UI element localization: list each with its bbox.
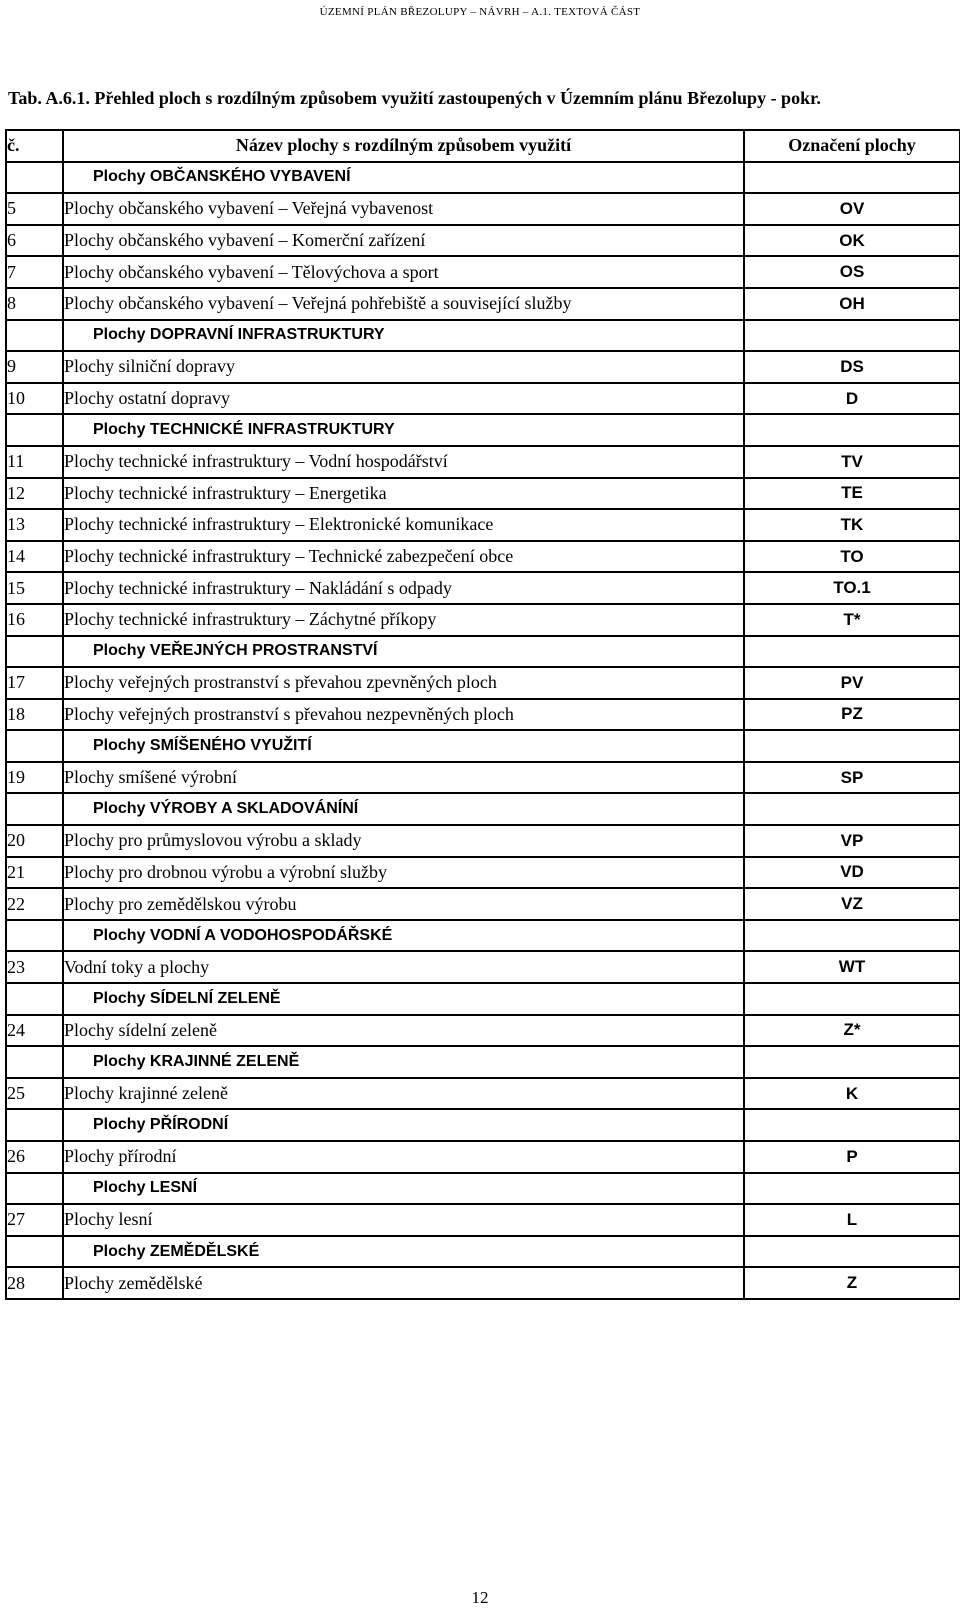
page-number: 12 [471, 1588, 489, 1607]
section-row [6, 1046, 960, 1078]
row-code: TK [744, 509, 960, 541]
table-row [6, 1204, 960, 1236]
row-number [6, 1173, 63, 1205]
row-name: Plochy ZEMĚDĚLSKÉ [63, 1236, 744, 1268]
row-code: Z [744, 1267, 960, 1299]
row-name: Plochy OBČANSKÉHO VYBAVENÍ [63, 162, 744, 194]
table-row [6, 351, 960, 383]
section-row [6, 983, 960, 1015]
row-number [6, 983, 63, 1015]
row-code [744, 162, 960, 194]
table-row [6, 225, 960, 257]
row-number: 27 [6, 1204, 63, 1236]
row-code: TO.1 [744, 572, 960, 604]
row-code: VD [744, 857, 960, 889]
row-name: Plochy PŘÍRODNÍ [63, 1109, 744, 1141]
row-code: WT [744, 951, 960, 983]
row-code [744, 1236, 960, 1268]
row-number: 25 [6, 1078, 63, 1110]
row-name: Plochy VÝROBY A SKLADOVÁNÍNÍ [63, 793, 744, 825]
table-row [6, 1141, 960, 1173]
table-row [6, 193, 960, 225]
table-row [6, 604, 960, 636]
row-name: Plochy TECHNICKÉ INFRASTRUKTURY [63, 414, 744, 446]
row-name: Plochy technické infrastruktury – Energetika [63, 478, 744, 510]
row-name: Plochy sídelní zeleně [63, 1015, 744, 1047]
row-code [744, 320, 960, 352]
row-number: 13 [6, 509, 63, 541]
row-number: 24 [6, 1015, 63, 1047]
row-number: 15 [6, 572, 63, 604]
section-row [6, 730, 960, 762]
row-code: TE [744, 478, 960, 510]
table-row [6, 478, 960, 510]
row-number: 23 [6, 951, 63, 983]
section-row [6, 920, 960, 952]
row-number: 10 [6, 383, 63, 415]
row-number: 20 [6, 825, 63, 857]
row-code: SP [744, 762, 960, 794]
row-name: Plochy občanského vybavení – Tělovýchova a sport [63, 256, 744, 288]
section-row [6, 162, 960, 194]
row-name: Plochy technické infrastruktury – Vodní hospodářství [63, 446, 744, 478]
row-name: Plochy občanského vybavení – Veřejná pohřebiště a související služby [63, 288, 744, 320]
table-row [6, 288, 960, 320]
row-code: K [744, 1078, 960, 1110]
row-code: OS [744, 256, 960, 288]
row-code: TO [744, 541, 960, 573]
row-code [744, 1173, 960, 1205]
row-name: Plochy zemědělské [63, 1267, 744, 1299]
section-row [6, 1236, 960, 1268]
table-caption: Tab. A.6.1. Přehled ploch s rozdílným způsobem využití zastoupených v Územním plánu Březolupy - pokr. [8, 88, 821, 108]
section-row [6, 1173, 960, 1205]
row-name: Plochy technické infrastruktury – Nakládání s odpady [63, 572, 744, 604]
row-name: Plochy silniční dopravy [63, 351, 744, 383]
row-number: 26 [6, 1141, 63, 1173]
row-number: 28 [6, 1267, 63, 1299]
row-number: 18 [6, 699, 63, 731]
row-code [744, 730, 960, 762]
header-name: Název plochy s rozdílným způsobem využití [63, 130, 744, 162]
row-number [6, 730, 63, 762]
table-row [6, 383, 960, 415]
section-row [6, 414, 960, 446]
row-number [6, 1046, 63, 1078]
row-name: Plochy LESNÍ [63, 1173, 744, 1205]
row-code: PZ [744, 699, 960, 731]
row-name: Vodní toky a plochy [63, 951, 744, 983]
table-row [6, 1015, 960, 1047]
section-row [6, 636, 960, 668]
running-header: ÚZEMNÍ PLÁN BŘEZOLUPY – NÁVRH – A.1. TEXTOVÁ ČÁST [319, 6, 641, 18]
row-code [744, 983, 960, 1015]
section-row [6, 793, 960, 825]
row-name: Plochy SMÍŠENÉHO VYUŽITÍ [63, 730, 744, 762]
section-row [6, 1109, 960, 1141]
row-code [744, 793, 960, 825]
row-number [6, 162, 63, 194]
row-name: Plochy VODNÍ A VODOHOSPODÁŘSKÉ [63, 920, 744, 952]
row-number: 12 [6, 478, 63, 510]
row-code [744, 636, 960, 668]
row-name: Plochy pro průmyslovou výrobu a sklady [63, 825, 744, 857]
row-number: 8 [6, 288, 63, 320]
section-row [6, 320, 960, 352]
row-name: Plochy veřejných prostranství s převahou zpevněných ploch [63, 667, 744, 699]
row-name: Plochy DOPRAVNÍ INFRASTRUKTURY [63, 320, 744, 352]
row-number: 9 [6, 351, 63, 383]
table-row [6, 509, 960, 541]
table-row [6, 951, 960, 983]
row-code: Z* [744, 1015, 960, 1047]
row-number [6, 920, 63, 952]
table-row [6, 825, 960, 857]
row-name: Plochy SÍDELNÍ ZELENĚ [63, 983, 744, 1015]
row-code: T* [744, 604, 960, 636]
table-body [6, 162, 960, 1299]
row-code: VP [744, 825, 960, 857]
table-row [6, 699, 960, 731]
table-row [6, 667, 960, 699]
table-header-row [6, 130, 960, 162]
row-code: P [744, 1141, 960, 1173]
row-number: 11 [6, 446, 63, 478]
row-number: 6 [6, 225, 63, 257]
row-number: 7 [6, 256, 63, 288]
row-name: Plochy technické infrastruktury – Technické zabezpečení obce [63, 541, 744, 573]
row-number [6, 1236, 63, 1268]
header-number: č. [6, 130, 63, 162]
row-number: 17 [6, 667, 63, 699]
row-name: Plochy občanského vybavení – Veřejná vybavenost [63, 193, 744, 225]
row-number: 5 [6, 193, 63, 225]
row-name: Plochy technické infrastruktury – Elektronické komunikace [63, 509, 744, 541]
row-number: 19 [6, 762, 63, 794]
row-number: 16 [6, 604, 63, 636]
row-code: D [744, 383, 960, 415]
row-name: Plochy ostatní dopravy [63, 383, 744, 415]
table-row [6, 888, 960, 920]
row-number [6, 414, 63, 446]
row-name: Plochy smíšené výrobní [63, 762, 744, 794]
table-row [6, 446, 960, 478]
row-code: OK [744, 225, 960, 257]
row-name: Plochy krajinné zeleně [63, 1078, 744, 1110]
row-code: PV [744, 667, 960, 699]
row-name: Plochy přírodní [63, 1141, 744, 1173]
row-number: 21 [6, 857, 63, 889]
row-number [6, 793, 63, 825]
row-number [6, 1109, 63, 1141]
row-code: OH [744, 288, 960, 320]
row-code [744, 414, 960, 446]
row-number: 22 [6, 888, 63, 920]
land-use-table [5, 129, 960, 1300]
table-row [6, 256, 960, 288]
table-row [6, 1267, 960, 1299]
row-name: Plochy pro zemědělskou výrobu [63, 888, 744, 920]
row-code [744, 1109, 960, 1141]
row-number: 14 [6, 541, 63, 573]
row-code [744, 1046, 960, 1078]
row-name: Plochy občanského vybavení – Komerční zařízení [63, 225, 744, 257]
table-row [6, 762, 960, 794]
row-code: DS [744, 351, 960, 383]
row-number [6, 636, 63, 668]
row-number [6, 320, 63, 352]
row-code [744, 920, 960, 952]
table-row [6, 541, 960, 573]
row-code: VZ [744, 888, 960, 920]
row-name: Plochy veřejných prostranství s převahou nezpevněných ploch [63, 699, 744, 731]
row-name: Plochy pro drobnou výrobu a výrobní služby [63, 857, 744, 889]
row-name: Plochy VEŘEJNÝCH PROSTRANSTVÍ [63, 636, 744, 668]
row-name: Plochy KRAJINNÉ ZELENĚ [63, 1046, 744, 1078]
header-code: Označení plochy [744, 130, 960, 162]
row-code: OV [744, 193, 960, 225]
row-name: Plochy technické infrastruktury – Záchytné příkopy [63, 604, 744, 636]
table-row [6, 1078, 960, 1110]
row-code: TV [744, 446, 960, 478]
table-row [6, 857, 960, 889]
row-name: Plochy lesní [63, 1204, 744, 1236]
table-row [6, 572, 960, 604]
row-code: L [744, 1204, 960, 1236]
